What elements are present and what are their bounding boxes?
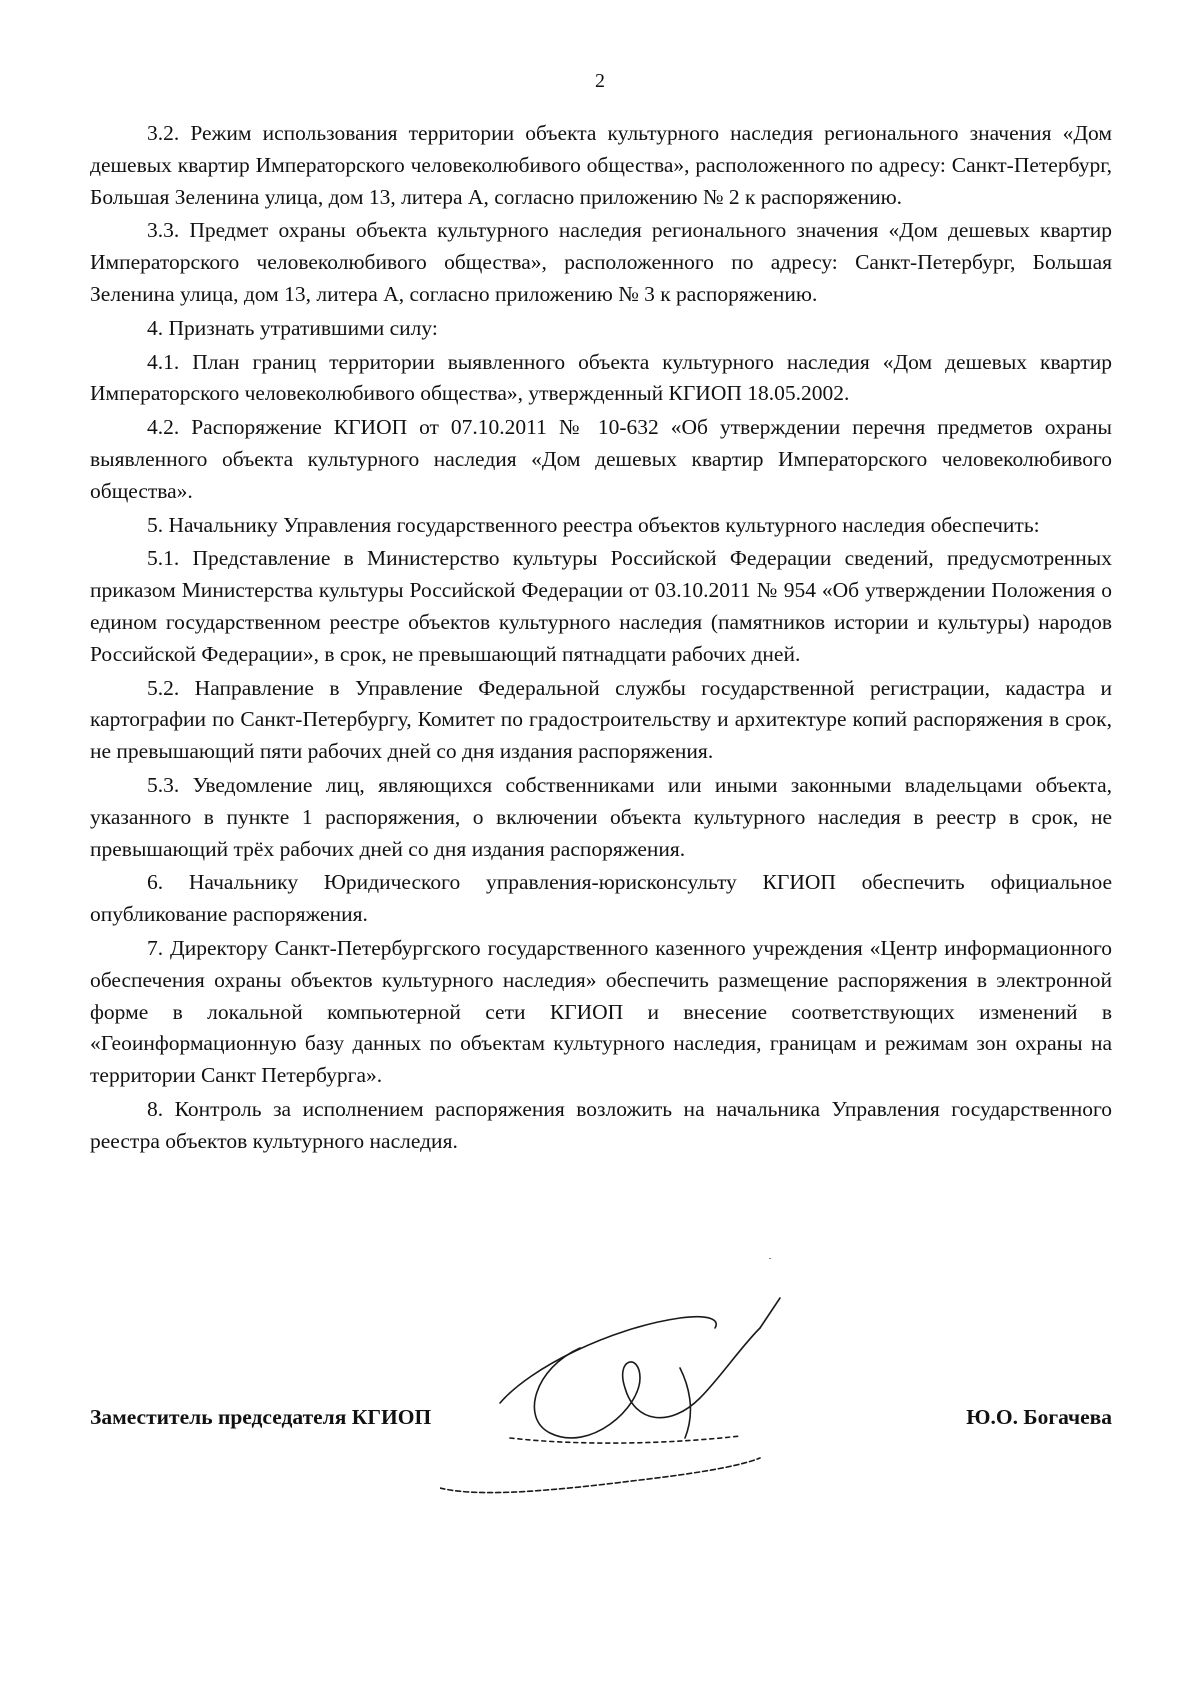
paragraph-7: 7. Директору Санкт-Петербургского государственного казенного учреждения «Центр информационного обеспечения охраны объектов культурного наследия» обеспечить размещение распоряжения в электронной форме в локальной компьютерной сети КГИОП и внесение соответствующих изменений в «Геоинформационную базу данных по объектам культурного наследия, границам и режимам зон охраны на территории Санкт Петербурга». [90, 935, 1112, 1088]
document-body [90, 118, 1112, 1160]
signatory-name: Ю.О. Богачева [966, 1405, 1112, 1429]
signatory-position: Заместитель председателя КГИОП [90, 1405, 432, 1429]
paragraph-5-2: 5.2. Направление в Управление Федеральной службы государственной регистрации, кадастра и картографии по Санкт-Петербургу, Комитет по градостроительству и архитектуре копий распоряжения в срок, не превышающий пяти рабочих дней со дня издания распоряжения. [90, 675, 1112, 764]
paragraph-8: 8. Контроль за исполнением распоряжения возложить на начальника Управления государственного реестра объектов культурного наследия. [90, 1096, 1112, 1153]
paragraph-5-1: 5.1. Представление в Министерство культуры Российской Федерации сведений, предусмотренных приказом Министерства культуры Российской Федерации от 03.10.2011 № 954 «Об утверждении Положения о едином государственном реестре объектов культурного наследия (памятников истории и культуры) народов Российской Федерации», в срок, не превышающий пятнадцати рабочих дней. [90, 546, 1112, 666]
page-number: 2 [595, 70, 605, 92]
paragraph-5: 5. Начальнику Управления государственного реестра объектов культурного наследия обеспечить: [147, 512, 1040, 537]
paragraph-3-3: 3.3. Предмет охраны объекта культурного наследия регионального значения «Дом дешевых квартир Императорского человеколюбивого общества», расположенного по адресу: Санкт-Петербург, Большая Зеленина улица, дом 13, литера А, согласно приложению № 3 к распоряжению. [90, 218, 1112, 306]
paragraph-4-1: 4.1. План границ территории выявленного объекта культурного наследия «Дом дешевых квартир Императорского человеколюбивого общества», утвержденный КГИОП 18.05.2002. [90, 349, 1112, 406]
paragraph-3-2: 3.2. Режим использования территории объекта культурного наследия регионального значения «Дом дешевых квартир Императорского человеколюбивого общества», расположенного по адресу: Санкт-Петербург, Большая Зеленина улица, дом 13, литера А, согласно приложению № 2 к распоряжению. [90, 121, 1112, 209]
paragraph-6: 6. Начальнику Юридического управления-юрисконсульту КГИОП обеспечить официальное опубликование распоряжения. [90, 870, 1112, 927]
paragraph-4-2: 4.2. Распоряжение КГИОП от 07.10.2011 № 10-632 «Об утверждении перечня предметов охраны выявленного объекта культурного наследия «Дом дешевых квартир Императорского человеколюбивого общества». [90, 415, 1112, 503]
handwritten-signature [440, 1258, 840, 1508]
paragraph-4: 4. Признать утратившими силу: [147, 315, 438, 340]
paragraph-5-3: 5.3. Уведомление лиц, являющихся собственниками или иными законными владельцами объекта, указанного в пункте 1 распоряжения, о включении объекта культурного наследия в реестр в срок, не превышающий трёх рабочих дней со дня издания распоряжения. [90, 772, 1112, 861]
signature-block [90, 1405, 1112, 1445]
